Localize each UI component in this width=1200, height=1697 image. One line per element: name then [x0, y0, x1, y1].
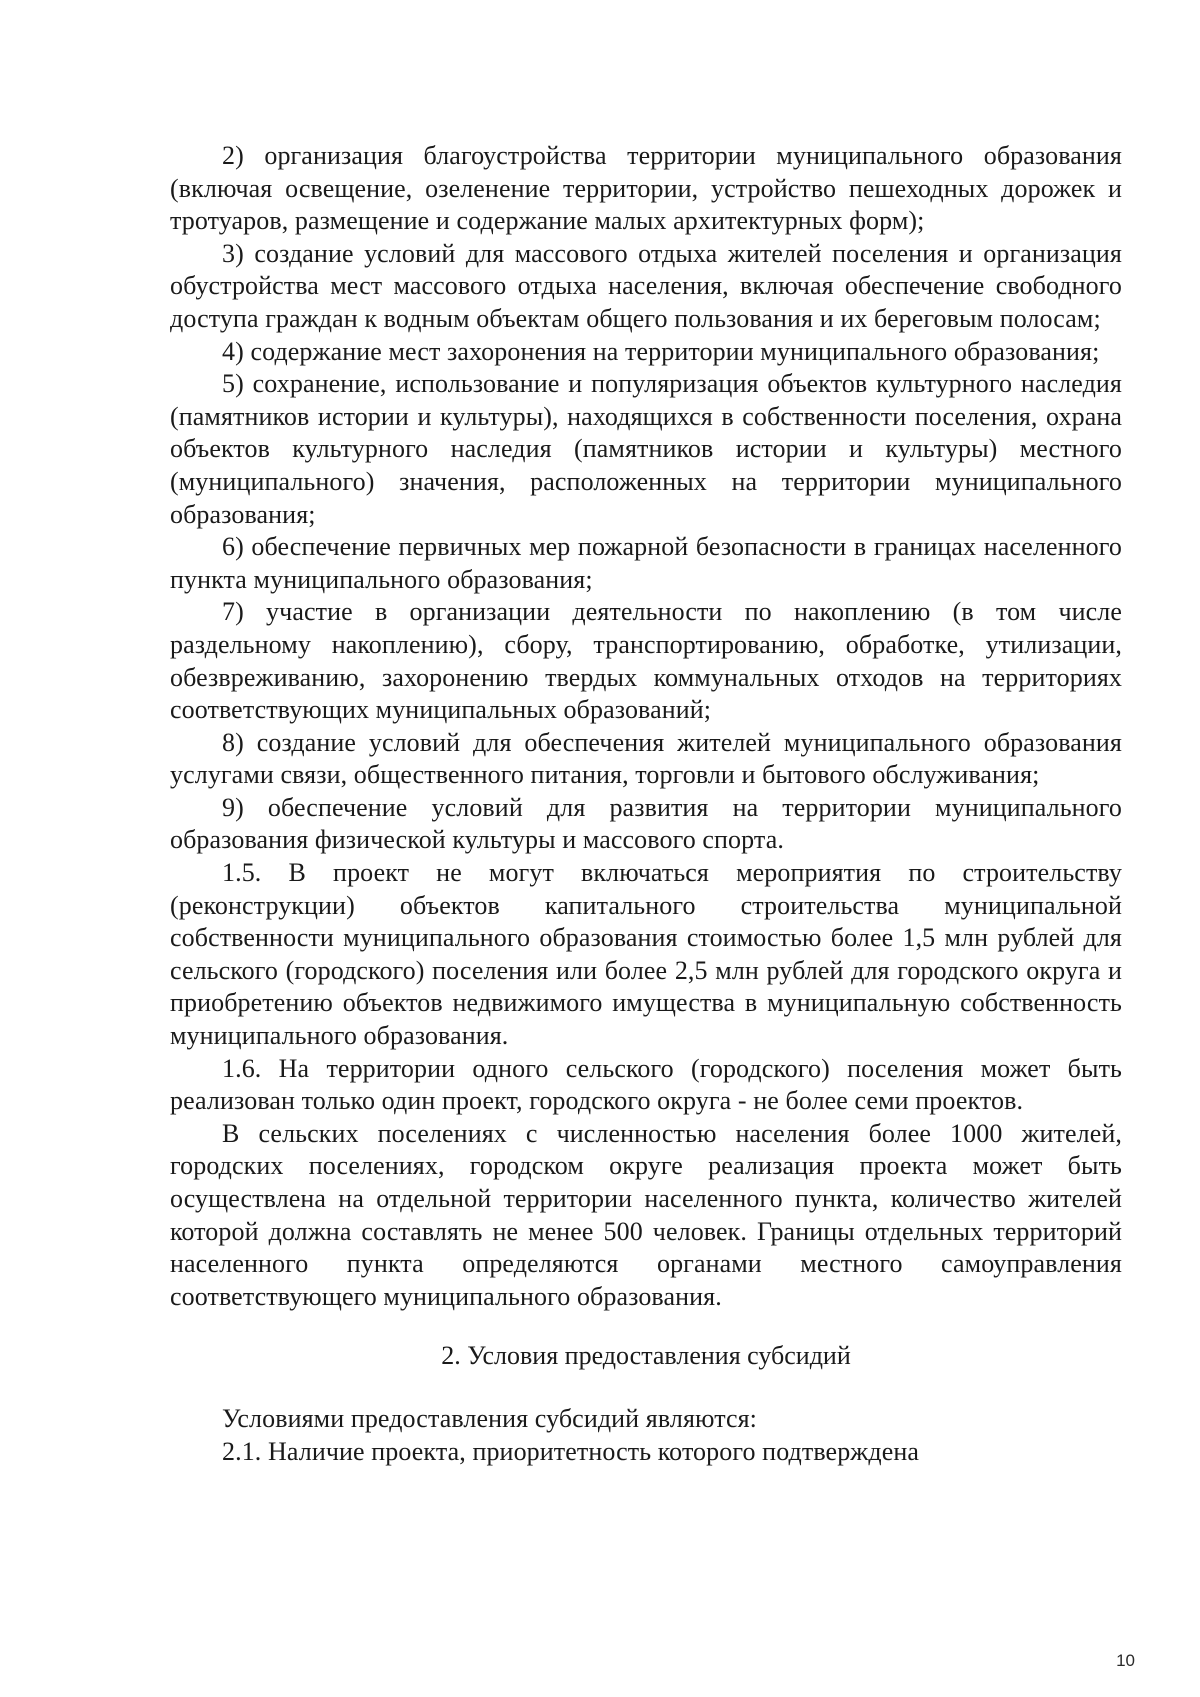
- clause-1-6: 1.6. На территории одного сельского (городского) поселения может быть реализован только один проект, городского округа - не более семи проектов.: [170, 1053, 1122, 1116]
- list-item-4: 4) содержание мест захоронения на территории муниципального образования;: [222, 336, 1100, 366]
- list-item-3: 3) создание условий для массового отдыха жителей поселения и организация обустройства мест массового отдыха населения, включая обеспечение свободного доступа граждан к водным объектам общего пользования и их береговым полосам;: [170, 238, 1122, 333]
- clause-2-1: 2.1. Наличие проекта, приоритетность которого подтверждена: [222, 1436, 919, 1466]
- page-number: 10: [1116, 1651, 1135, 1670]
- conditions-intro: Условиями предоставления субсидий являются:: [222, 1403, 758, 1433]
- list-item-2: 2) организация благоустройства территории муниципального образования (включая освещение, озеленение территории, устройство пешеходных дорожек и тротуаров, размещение и содержание малых архитектурных форм);: [170, 141, 1122, 236]
- document-body: [170, 140, 1122, 1468]
- list-item-5: 5) сохранение, использование и популяризация объектов культурного наследия (памятников истории и культуры), находящихся в собственности поселения, охрана объектов культурного наследия (памятников истории и культуры) местного (муниципального) значения, расположенных на территории муниципального образования;: [170, 369, 1122, 529]
- list-item-7: 7) участие в организации деятельности по накоплению (в том числе раздельному накоплению), сбору, транспортированию, обработке, утилизации, обезвреживанию, захоронению твердых коммунальных отходов на территориях соответствующих муниципальных образований;: [170, 597, 1122, 725]
- list-item-8: 8) создание условий для обеспечения жителей муниципального образования услугами связи, общественного питания, торговли и бытового обслуживания;: [170, 727, 1122, 790]
- paragraph-settlements: В сельских поселениях с численностью населения более 1000 жителей, городских поселениях, городском округе реализация проекта может быть осуществлена на отдельной территории населенного пункта, количество жителей которой должна составлять не менее 500 человек. Границы отдельных территорий населенного пункта определяются органами местного самоуправления соответствующего муниципального образования.: [170, 1118, 1122, 1311]
- section-heading: 2. Условия предоставления субсидий: [441, 1341, 851, 1371]
- list-item-6: 6) обеспечение первичных мер пожарной безопасности в границах населенного пункта муниципального образования;: [170, 532, 1122, 594]
- list-item-9: 9) обеспечение условий для развития на территории муниципального образования физической культуры и массового спорта.: [170, 792, 1122, 855]
- clause-1-5: 1.5. В проект не могут включаться мероприятия по строительству (реконструкции) объектов капитального строительства муниципальной собственности муниципального образования стоимостью более 1,5 млн рублей для сельского (городского) поселения или более 2,5 млн рублей для городского округа и приобретению объектов недвижимого имущества в муниципальную собственность муниципального образования.: [170, 858, 1122, 1051]
